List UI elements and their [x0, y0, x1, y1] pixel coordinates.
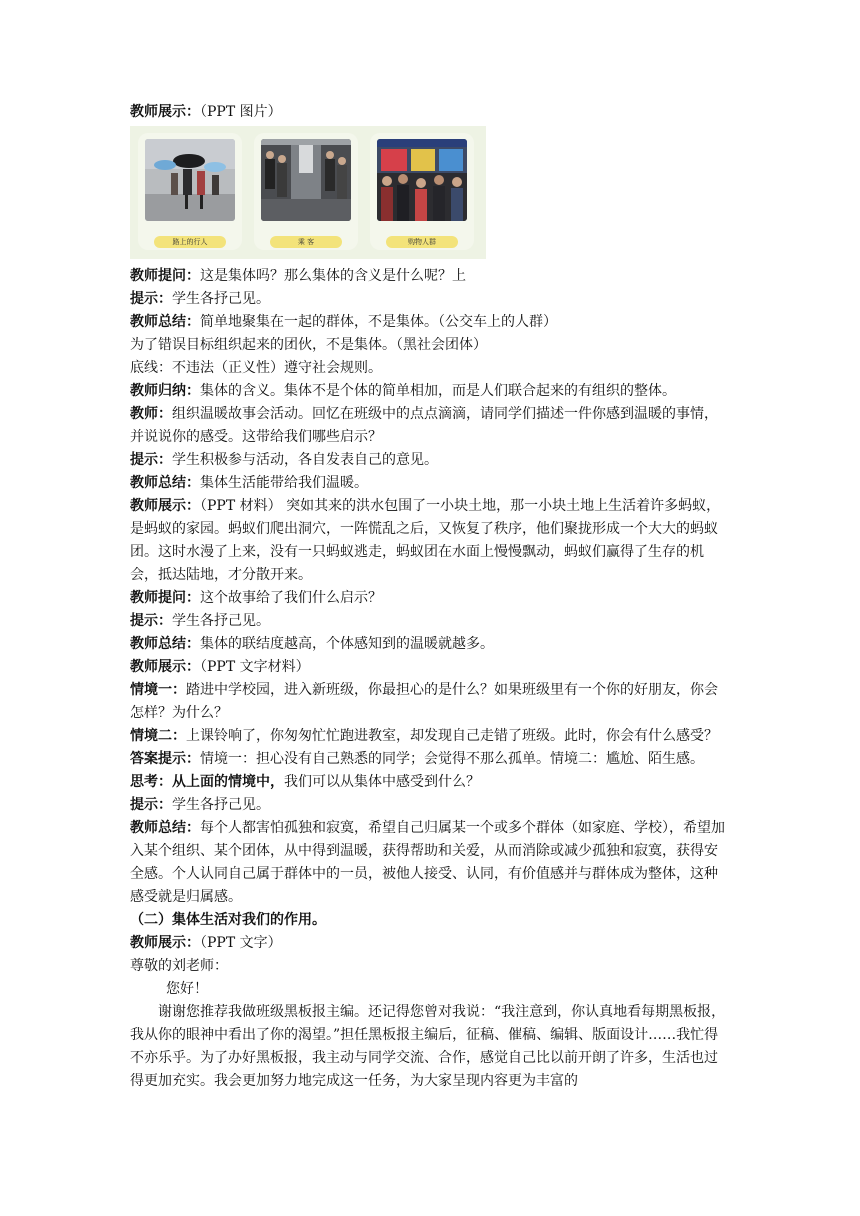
- paragraph: 教师展示：（PPT 文字材料）: [130, 659, 310, 675]
- photo-card-pedestrians: [138, 133, 242, 250]
- paragraph: 教师总结：简单地聚集在一起的群体，不是集体。（公交车上的人群）: [130, 314, 557, 330]
- paragraph: 情境一：踏进中学校园，进入新班级，你最担心的是什么？如果班级里有一个你的好朋友，你会怎样？为什么？: [130, 682, 718, 721]
- letter-greeting: 您好！: [166, 981, 208, 997]
- paragraph: 教师总结：集体生活能带给我们温暖。: [130, 475, 368, 491]
- pedestrians-photo: [145, 139, 235, 221]
- paragraph: 教师提问：这是集体吗？那么集体的含义是什么呢？上: [130, 268, 466, 284]
- paragraph: 思考：从上面的情境中，我们可以从集体中感受到什么？: [130, 774, 480, 790]
- photo-card-passengers: [254, 133, 358, 250]
- paragraph: 教师总结：每个人都害怕孤独和寂寞，希望自己归属某一个或多个群体（如家庭、学校），希望加入某个组织、某个团体，从中得到温暖，获得帮助和关爱，从而消除或减少孤独和寂寞，获得安全感。个人认同自己属于群体中的一员，被他人接受、认同，有价值感并与群体成为整体，这种感受就是归属感。: [130, 820, 725, 905]
- paragraph: 教师展示：（PPT 图片）: [130, 104, 282, 120]
- letter-salutation: 尊敬的刘老师：: [130, 958, 228, 974]
- caption-pedestrians: 路上的行人: [154, 236, 226, 248]
- letter-body: 谢谢您推荐我做班级黑板报主编。还记得您曾对我说：“我注意到，你认真地看每期黑板报，我从你的眼神中看出了你的渴望。”担任黑板报主编后，征稿、催稿、编辑、版面设计……我忙得不亦乐乎。为了办好黑板报，我主动与同学交流、合作，感觉自己比以前开朗了许多，生活也过得更加充实。我会更加努力地完成这一任务，为大家呈现内容更为丰富的: [130, 1004, 726, 1089]
- paragraph: 教师展示：（PPT 文字）: [130, 935, 282, 951]
- paragraph: 提示：学生各抒己见。: [130, 797, 270, 813]
- paragraph: 教师总结：集体的联结度越高，个体感知到的温暖就越多。: [130, 636, 494, 652]
- paragraph: 底线：不违法（正义性）遵守社会规则。: [130, 360, 382, 376]
- paragraph: 提示：学生各抒己见。: [130, 613, 270, 629]
- paragraph: 教师：组织温暖故事会活动。回忆在班级中的点点滴滴，请同学们描述一件你感到温暖的事情，并说说你的感受。这带给我们哪些启示？: [130, 406, 718, 445]
- caption-shoppers: 购物人群: [386, 236, 458, 248]
- shoppers-photo: [377, 139, 467, 221]
- paragraph: 教师归纳：集体的含义。集体不是个体的简单相加，而是人们联合起来的有组织的整体。: [130, 383, 676, 399]
- photo-card-shoppers: [370, 133, 474, 250]
- paragraph: 答案提示：情境一：担心没有自己熟悉的同学；会觉得不那么孤单。情境二：尴尬、陌生感。: [130, 751, 704, 767]
- paragraph: 教师展示：（PPT 材料） 突如其来的洪水包围了一小块土地，那一小块土地上生活着许多蚂蚁，是蚂蚁的家园。蚂蚁们爬出洞穴，一阵慌乱之后，又恢复了秩序，他们聚拢形成一个大大的蚂蚁团。这时水漫了上来，没有一只蚂蚁逃走，蚂蚁团在水面上慢慢飘动，蚂蚁们赢得了生存的机会，抵达陆地，才分散开来。: [130, 498, 721, 583]
- caption-passengers: 乘 客: [270, 236, 342, 248]
- paragraph: 为了错误目标组织起来的团伙，不是集体。（黑社会团体）: [130, 337, 487, 353]
- passengers-photo: [261, 139, 351, 221]
- document-body: [130, 101, 730, 1093]
- paragraph: 情境二：上课铃响了，你匆匆忙忙跑进教室，却发现自己走错了班级。此时，你会有什么感受？: [130, 728, 718, 744]
- section-heading: （二）集体生活对我们的作用。: [130, 912, 326, 928]
- paragraph: 提示：学生各抒己见。: [130, 291, 270, 307]
- paragraph: 教师提问：这个故事给了我们什么启示？: [130, 590, 382, 606]
- ppt-image-figure: [130, 126, 486, 259]
- paragraph: 提示：学生积极参与活动，各自发表自己的意见。: [130, 452, 438, 468]
